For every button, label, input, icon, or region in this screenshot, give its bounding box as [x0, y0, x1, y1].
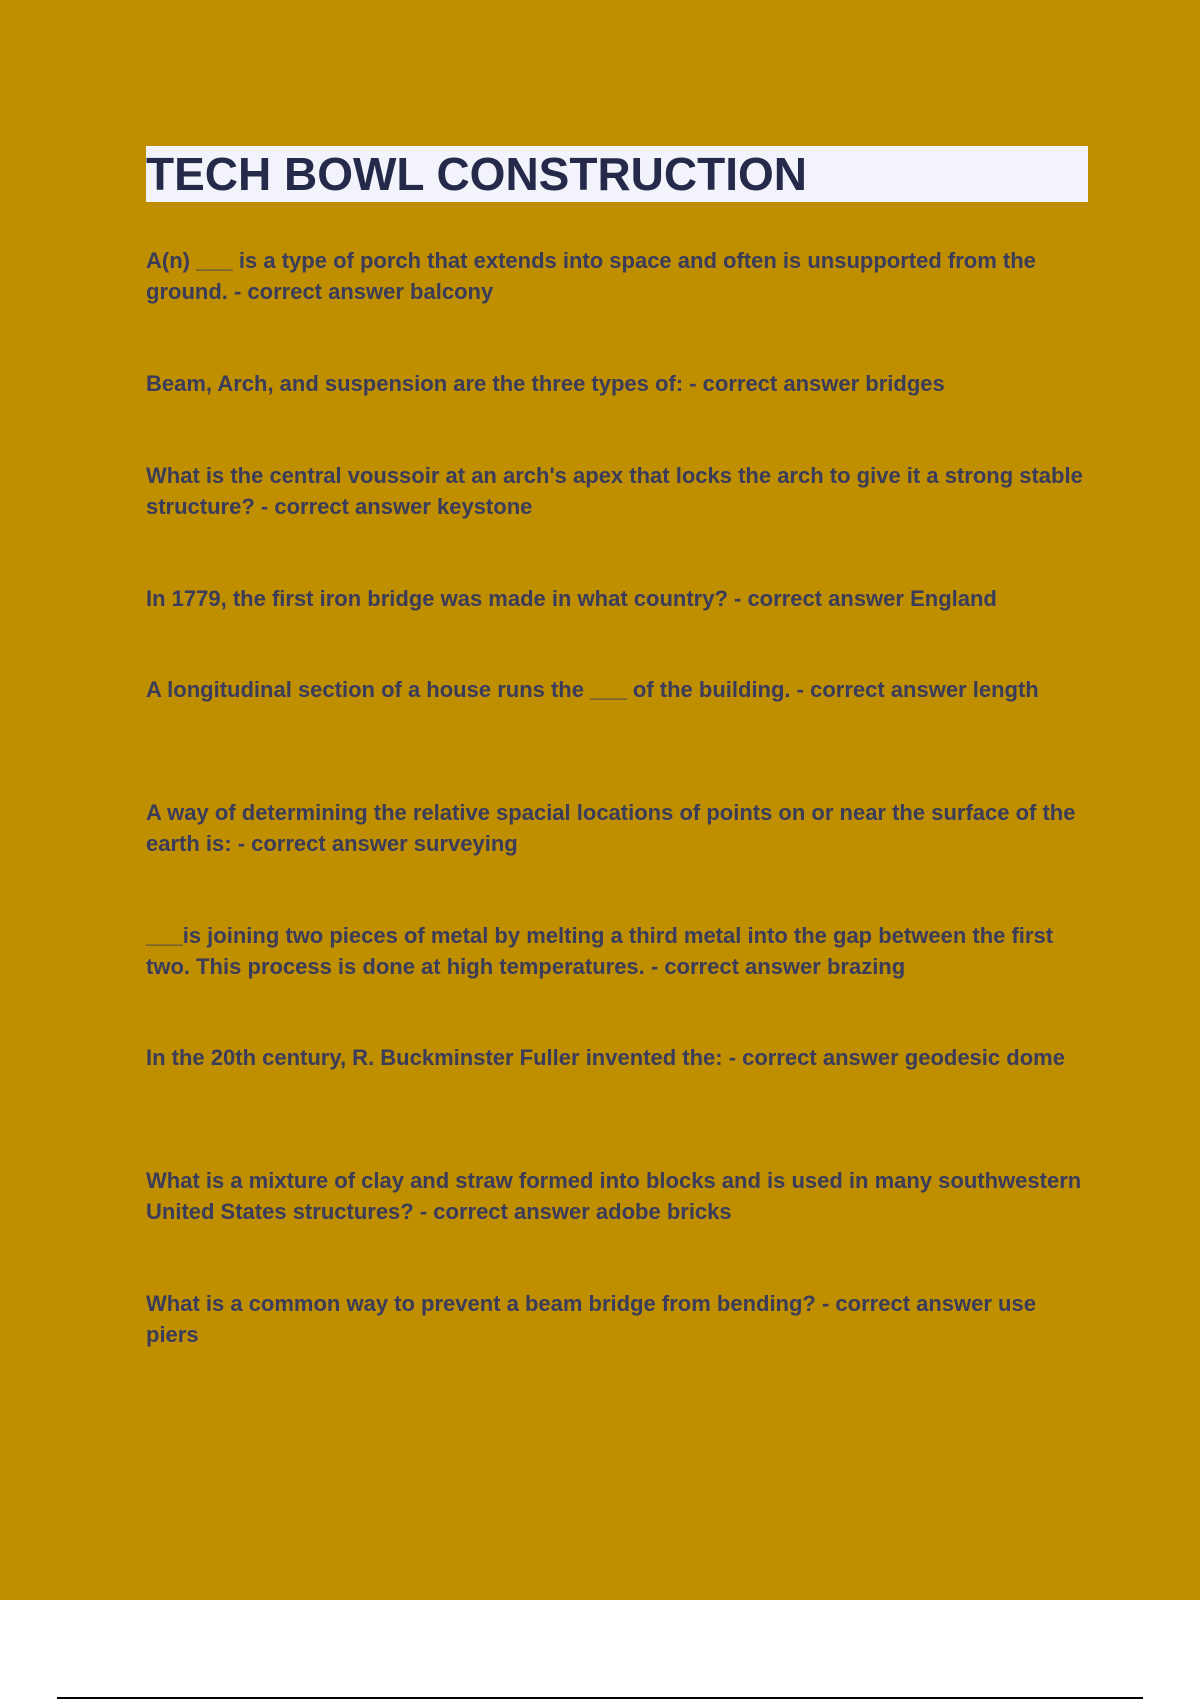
qa-item: What is a common way to prevent a beam bridge from bending? - correct answer use piers	[146, 1291, 1036, 1347]
page-title: TECH BOWL CONSTRUCTION	[146, 148, 808, 200]
qa-item: What is the central voussoir at an arch's apex that locks the arch to give it a strong stable structure? - correct answer keystone	[146, 463, 1083, 519]
qa-item: A longitudinal section of a house runs the ___ of the building. - correct answer length	[146, 677, 1039, 702]
footer-divider	[57, 1697, 1143, 1699]
title-banner	[146, 146, 1088, 202]
qa-item: A(n) ___ is a type of porch that extends into space and often is unsupported from the ground. - correct answer balcony	[146, 248, 1036, 304]
qa-item: Beam, Arch, and suspension are the three types of: - correct answer bridges	[146, 371, 945, 396]
qa-item: In 1779, the first iron bridge was made in what country? - correct answer England	[146, 586, 997, 611]
qa-item: A way of determining the relative spacial locations of points on or near the surface of the earth is: - correct answer surveying	[146, 800, 1076, 856]
qa-item: In the 20th century, R. Buckminster Fuller invented the: - correct answer geodesic dome	[146, 1045, 1065, 1070]
qa-item: ___is joining two pieces of metal by melting a third metal into the gap between the first two. This process is done at high temperatures. - correct answer brazing	[146, 923, 1054, 979]
qa-item: What is a mixture of clay and straw formed into blocks and is used in many southwestern United States structures? - correct answer adobe bricks	[146, 1168, 1082, 1224]
